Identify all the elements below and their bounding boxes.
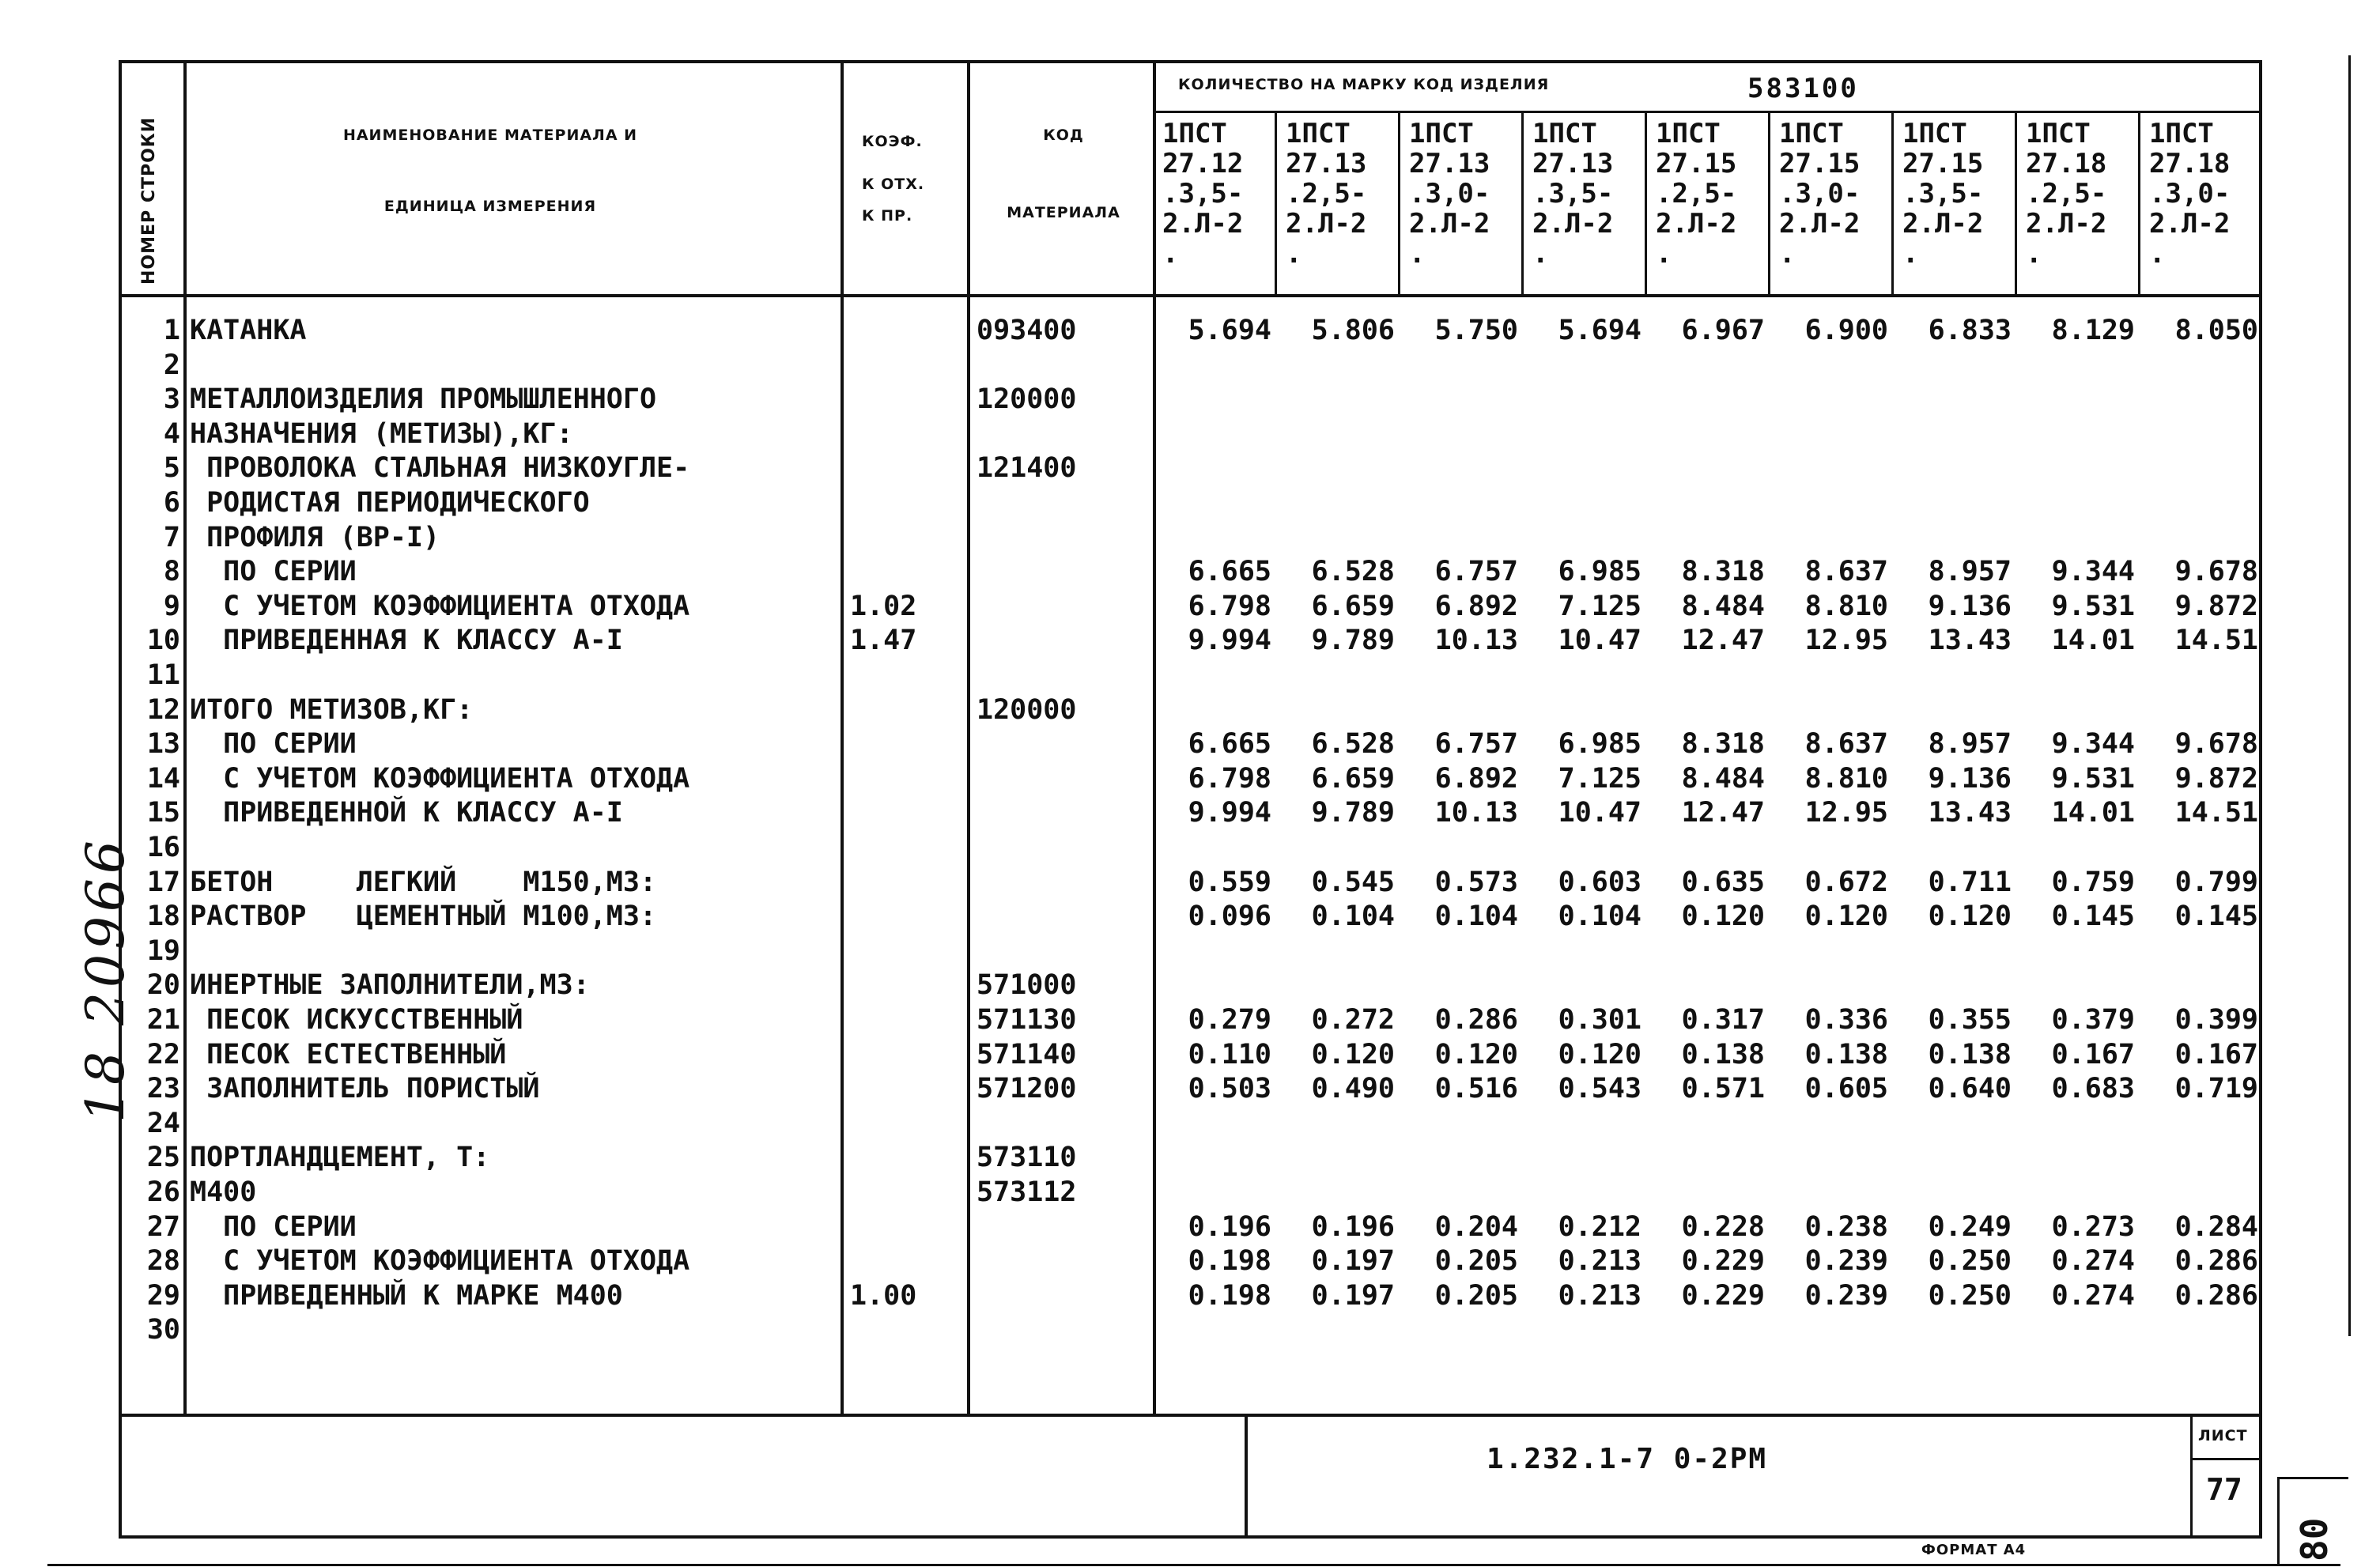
quantity-value: 0.110 (1188, 1039, 1271, 1070)
quantity-value: 6.659 (1311, 763, 1395, 795)
document-code: 1.232.1-7 0-2РМ (1487, 1443, 1768, 1475)
quantity-value: 0.120 (1558, 1039, 1641, 1070)
sheet-label: ЛИСТ (2198, 1427, 2248, 1444)
quantity-value: 0.672 (1804, 867, 1888, 898)
row-number: 6 (163, 487, 180, 519)
quantity-value: 0.205 (1434, 1280, 1518, 1312)
quantity-value: 6.833 (1928, 315, 2012, 346)
row-number: 3 (163, 383, 180, 415)
quantity-value: 6.985 (1558, 556, 1641, 587)
col-line-coef (967, 60, 970, 1415)
quantity-value: 0.503 (1188, 1073, 1271, 1104)
material-code: 093400 (977, 315, 1077, 346)
material-name: БЕТОН ЛЕГКИЙ М150,М3: (190, 867, 657, 898)
quantity-value: 0.145 (2051, 901, 2135, 932)
row-number: 8 (163, 556, 180, 587)
table-bottom-line (119, 1414, 2261, 1417)
quantity-value: 9.136 (1928, 591, 2012, 622)
quantity-value: 0.279 (1188, 1004, 1271, 1036)
handwritten-note: 18 20966 (75, 836, 136, 1123)
frame-right (2259, 60, 2262, 1539)
quantity-value: 0.605 (1804, 1073, 1888, 1104)
format-label: ФОРМАТ А4 (1921, 1542, 2027, 1558)
quantity-value: 6.665 (1188, 556, 1271, 587)
quantity-value: 8.050 (2174, 315, 2258, 346)
quantity-value: 6.892 (1434, 763, 1518, 795)
quantity-value: 0.120 (1434, 1039, 1518, 1070)
material-name: МЕТАЛЛОИЗДЕЛИЯ ПРОМЫШЛЕННОГО (190, 383, 657, 415)
quantity-value: 0.543 (1558, 1073, 1641, 1104)
material-code: 573110 (977, 1142, 1077, 1173)
row-number: 18 (146, 901, 180, 932)
quantity-value: 0.273 (2051, 1211, 2135, 1243)
quantity-value: 5.806 (1311, 315, 1395, 346)
quantity-value: 0.196 (1311, 1211, 1395, 1243)
row-number: 25 (146, 1142, 180, 1173)
quantity-value: 0.711 (1928, 867, 2012, 898)
quantity-value: 8.129 (2051, 315, 2135, 346)
quantity-value: 0.104 (1311, 901, 1395, 932)
material-name: РАСТВОР ЦЕМЕНТНЫЙ М100,М3: (190, 901, 657, 932)
quantity-value: 9.678 (2174, 556, 2258, 587)
material-name: РОДИСТАЯ ПЕРИОДИЧЕСКОГО (190, 487, 590, 519)
quantity-value: 9.872 (2174, 591, 2258, 622)
quantity-value: 0.284 (2174, 1211, 2258, 1243)
material-name: ПРИВЕДЕННЫЙ К МАРКЕ М400 (190, 1280, 623, 1312)
coef-header-3: К ПР. (862, 207, 913, 225)
column-header: 1ПСТ 27.15 .2,5- 2.Л-2 . (1656, 118, 1737, 270)
quantity-value: 10.13 (1434, 797, 1518, 829)
quantity-value: 10.47 (1558, 797, 1641, 829)
col-line-rownum (183, 60, 187, 1415)
quantity-value: 0.205 (1434, 1245, 1518, 1277)
quantity-value: 14.51 (2174, 797, 2258, 829)
column-header: 1ПСТ 27.13 .2,5- 2.Л-2 . (1286, 118, 1367, 270)
quantity-value: 8.637 (1804, 728, 1888, 760)
coefficient: 1.47 (850, 625, 917, 656)
quantity-value: 0.229 (1681, 1245, 1765, 1277)
quantity-value: 10.13 (1434, 625, 1518, 656)
quantity-value: 6.798 (1188, 591, 1271, 622)
material-name: ПО СЕРИИ (190, 1211, 357, 1243)
code-header-1: КОД (1043, 126, 1084, 144)
right-edge-rule (2348, 55, 2351, 1336)
quantity-value: 0.197 (1311, 1280, 1395, 1312)
quantity-value: 0.138 (1681, 1039, 1765, 1070)
quantity-value: 0.104 (1558, 901, 1641, 932)
quantity-value: 0.250 (1928, 1245, 2012, 1277)
quantity-value: 0.286 (2174, 1245, 2258, 1277)
coef-header-1: КОЭФ. (862, 133, 923, 150)
quantity-value: 0.490 (1311, 1073, 1395, 1104)
row-number: 17 (146, 867, 180, 898)
quantity-value: 9.531 (2051, 763, 2135, 795)
material-name-header-2: ЕДИНИЦА ИЗМЕРЕНИЯ (383, 198, 597, 215)
quantity-value: 7.125 (1558, 591, 1641, 622)
quantity-value: 8.484 (1681, 763, 1765, 795)
quantity-value: 8.957 (1928, 728, 2012, 760)
quantity-value: 0.635 (1681, 867, 1765, 898)
material-name: НАЗНАЧЕНИЯ (МЕТИЗЫ),КГ: (190, 418, 573, 450)
quantity-value: 0.516 (1434, 1073, 1518, 1104)
coefficient: 1.00 (850, 1280, 917, 1312)
material-name: ИНЕРТНЫЕ ЗАПОЛНИТЕЛИ,М3: (190, 969, 590, 1001)
material-code: 571000 (977, 969, 1077, 1001)
quantity-value: 0.250 (1928, 1280, 2012, 1312)
quantity-value: 0.104 (1434, 901, 1518, 932)
quantity-value: 0.167 (2051, 1039, 2135, 1070)
material-code: 121400 (977, 452, 1077, 484)
quantity-value: 0.196 (1188, 1211, 1271, 1243)
quantity-value: 0.379 (2051, 1004, 2135, 1036)
row-number: 14 (146, 763, 180, 795)
quantity-value: 0.274 (2051, 1280, 2135, 1312)
quantity-value: 0.198 (1188, 1280, 1271, 1312)
row-number: 27 (146, 1211, 180, 1243)
quantity-value: 6.985 (1558, 728, 1641, 760)
quantity-value: 0.204 (1434, 1211, 1518, 1243)
header-separator (119, 294, 2261, 297)
material-code: 573112 (977, 1176, 1077, 1208)
material-code: 571200 (977, 1073, 1077, 1104)
quantity-value: 0.198 (1188, 1245, 1271, 1277)
quantity-value: 0.799 (2174, 867, 2258, 898)
sheet-box-left (2190, 1414, 2193, 1539)
material-name-header-1: НАИМЕНОВАНИЕ МАТЕРИАЛА И (342, 126, 638, 144)
quantity-value: 0.167 (2174, 1039, 2258, 1070)
row-number: 29 (146, 1280, 180, 1312)
material-name: КАТАНКА (190, 315, 307, 346)
sheet-box-mid (2190, 1458, 2261, 1460)
quantity-value: 12.95 (1804, 625, 1888, 656)
row-number-header: НОМЕР СТРОКИ (139, 116, 159, 285)
quantity-value: 9.994 (1188, 625, 1271, 656)
quantity-value: 9.678 (2174, 728, 2258, 760)
row-number: 7 (163, 522, 180, 553)
quantity-value: 0.120 (1311, 1039, 1395, 1070)
row-number: 23 (146, 1073, 180, 1104)
quantity-value: 0.759 (2051, 867, 2135, 898)
quantity-value: 0.212 (1558, 1211, 1641, 1243)
quantity-value: 6.757 (1434, 556, 1518, 587)
quantity-value: 8.810 (1804, 763, 1888, 795)
quantity-header: КОЛИЧЕСТВО НА МАРКУ КОД ИЗДЕЛИЯ (1178, 76, 1550, 93)
quantity-value: 0.138 (1804, 1039, 1888, 1070)
material-name: ПЕСОК ИСКУССТВЕННЫЙ (190, 1004, 523, 1036)
material-name: ПО СЕРИИ (190, 556, 357, 587)
quantity-value: 7.125 (1558, 763, 1641, 795)
quantity-value: 8.957 (1928, 556, 2012, 587)
quantity-value: 0.145 (2174, 901, 2258, 932)
material-name: С УЧЕТОМ КОЭФФИЦИЕНТА ОТХОДА (190, 763, 690, 795)
row-number: 20 (146, 969, 180, 1001)
side-page-number: 80 (2293, 1517, 2336, 1561)
row-number: 19 (146, 935, 180, 967)
row-number: 10 (146, 625, 180, 656)
quantity-value: 0.274 (2051, 1245, 2135, 1277)
quantity-value: 0.197 (1311, 1245, 1395, 1277)
quantity-value: 0.096 (1188, 901, 1271, 932)
quantity-value: 0.603 (1558, 867, 1641, 898)
quantity-value: 0.138 (1928, 1039, 2012, 1070)
row-number: 5 (163, 452, 180, 484)
quantity-value: 9.789 (1311, 625, 1395, 656)
row-number: 30 (146, 1314, 180, 1346)
quantity-value: 0.120 (1681, 901, 1765, 932)
quantity-value: 0.228 (1681, 1211, 1765, 1243)
quantity-value: 0.229 (1681, 1280, 1765, 1312)
quantity-value: 0.213 (1558, 1280, 1641, 1312)
row-number: 11 (146, 659, 180, 691)
quantity-value: 14.01 (2051, 797, 2135, 829)
quantity-value: 9.136 (1928, 763, 2012, 795)
row-number: 22 (146, 1039, 180, 1070)
column-header: 1ПСТ 27.15 .3,5- 2.Л-2 . (1902, 118, 1984, 270)
row-number: 28 (146, 1245, 180, 1277)
quantity-value: 0.301 (1558, 1004, 1641, 1036)
material-name: ИТОГО МЕТИЗОВ,КГ: (190, 694, 474, 726)
quantity-value: 0.120 (1804, 901, 1888, 932)
quantity-value: 6.798 (1188, 763, 1271, 795)
row-number: 26 (146, 1176, 180, 1208)
quantity-value: 9.344 (2051, 728, 2135, 760)
quantity-value: 5.750 (1434, 315, 1518, 346)
quantity-value: 8.484 (1681, 591, 1765, 622)
quantity-value: 6.892 (1434, 591, 1518, 622)
quantity-value: 6.967 (1681, 315, 1765, 346)
quantity-value: 6.900 (1804, 315, 1888, 346)
side-box-top (2277, 1477, 2348, 1479)
material-name: ПРИВЕДЕННОЙ К КЛАССУ А-I (190, 797, 623, 829)
material-code: 120000 (977, 383, 1077, 415)
quantity-header-line (1153, 111, 2261, 113)
quantity-value: 0.573 (1434, 867, 1518, 898)
quantity-value: 0.545 (1311, 867, 1395, 898)
material-code: 571140 (977, 1039, 1077, 1070)
material-code: 120000 (977, 694, 1077, 726)
column-header: 1ПСТ 27.18 .3,0- 2.Л-2 . (2149, 118, 2231, 270)
column-header: 1ПСТ 27.15 .3,0- 2.Л-2 . (1779, 118, 1861, 270)
frame-top (119, 60, 2261, 63)
quantity-value: 0.213 (1558, 1245, 1641, 1277)
quantity-value: 0.719 (2174, 1073, 2258, 1104)
row-number: 4 (163, 418, 180, 450)
code-header-2: МАТЕРИАЛА (1007, 204, 1120, 221)
column-header: 1ПСТ 27.12 .3,5- 2.Л-2 . (1162, 118, 1244, 270)
quantity-value: 9.872 (2174, 763, 2258, 795)
quantity-value: 12.47 (1681, 797, 1765, 829)
quantity-value: 13.43 (1928, 625, 2012, 656)
row-number: 15 (146, 797, 180, 829)
quantity-value: 0.336 (1804, 1004, 1888, 1036)
quantity-value: 9.344 (2051, 556, 2135, 587)
column-header: 1ПСТ 27.13 .3,5- 2.Л-2 . (1532, 118, 1614, 270)
row-number: 9 (163, 591, 180, 622)
column-header: 1ПСТ 27.18 .2,5- 2.Л-2 . (2026, 118, 2107, 270)
material-code: 571130 (977, 1004, 1077, 1036)
quantity-value: 9.789 (1311, 797, 1395, 829)
row-number: 21 (146, 1004, 180, 1036)
frame-bottom (119, 1535, 2261, 1539)
quantity-value: 0.238 (1804, 1211, 1888, 1243)
quantity-value: 0.355 (1928, 1004, 2012, 1036)
quantity-value: 8.318 (1681, 556, 1765, 587)
quantity-value: 0.286 (1434, 1004, 1518, 1036)
quantity-value: 0.239 (1804, 1280, 1888, 1312)
page-bottom-rule (47, 1564, 2340, 1566)
quantity-value: 12.47 (1681, 625, 1765, 656)
material-name: ПОРТЛАНДЦЕМЕНТ, Т: (190, 1142, 490, 1173)
quantity-value: 0.239 (1804, 1245, 1888, 1277)
coef-header-2: К ОТХ. (862, 176, 925, 193)
quantity-value: 5.694 (1188, 315, 1271, 346)
material-name: С УЧЕТОМ КОЭФФИЦИЕНТА ОТХОДА (190, 1245, 690, 1277)
quantity-value: 14.01 (2051, 625, 2135, 656)
quantity-value: 13.43 (1928, 797, 2012, 829)
quantity-value: 0.571 (1681, 1073, 1765, 1104)
quantity-value: 14.51 (2174, 625, 2258, 656)
sheet-number: 77 (2206, 1472, 2242, 1507)
row-number: 12 (146, 694, 180, 726)
quantity-value: 8.318 (1681, 728, 1765, 760)
row-number: 13 (146, 728, 180, 760)
quantity-value: 0.559 (1188, 867, 1271, 898)
column-header: 1ПСТ 27.13 .3,0- 2.Л-2 . (1409, 118, 1490, 270)
material-name: ПО СЕРИИ (190, 728, 357, 760)
quantity-value: 6.528 (1311, 556, 1395, 587)
quantity-value: 0.640 (1928, 1073, 2012, 1104)
quantity-value: 9.531 (2051, 591, 2135, 622)
quantity-value: 0.399 (2174, 1004, 2258, 1036)
material-name: С УЧЕТОМ КОЭФФИЦИЕНТА ОТХОДА (190, 591, 690, 622)
product-code: 583100 (1747, 73, 1859, 104)
material-name: ЗАПОЛНИТЕЛЬ ПОРИСТЫЙ (190, 1073, 540, 1104)
material-name: ПРОФИЛЯ (ВР-I) (190, 522, 440, 553)
quantity-value: 0.317 (1681, 1004, 1765, 1036)
quantity-value: 8.810 (1804, 591, 1888, 622)
titleblock-divider (1245, 1414, 1248, 1539)
quantity-value: 0.249 (1928, 1211, 2012, 1243)
quantity-value: 10.47 (1558, 625, 1641, 656)
coefficient: 1.02 (850, 591, 917, 622)
quantity-value: 0.120 (1928, 901, 2012, 932)
row-number: 2 (163, 349, 180, 381)
side-box-left (2277, 1477, 2280, 1565)
row-number: 1 (163, 315, 180, 346)
quantity-value: 0.272 (1311, 1004, 1395, 1036)
quantity-value: 6.665 (1188, 728, 1271, 760)
quantity-value: 5.694 (1558, 315, 1641, 346)
quantity-value: 6.528 (1311, 728, 1395, 760)
quantity-value: 12.95 (1804, 797, 1888, 829)
material-name: М400 (190, 1176, 257, 1208)
quantity-value: 6.757 (1434, 728, 1518, 760)
quantity-value: 9.994 (1188, 797, 1271, 829)
quantity-value: 6.659 (1311, 591, 1395, 622)
quantity-value: 0.683 (2051, 1073, 2135, 1104)
material-name: ПЕСОК ЕСТЕСТВЕННЫЙ (190, 1039, 507, 1070)
row-number: 24 (146, 1108, 180, 1139)
material-name: ПРИВЕДЕННАЯ К КЛАССУ А-I (190, 625, 623, 656)
quantity-value: 0.286 (2174, 1280, 2258, 1312)
material-name: ПРОВОЛОКА СТАЛЬНАЯ НИЗКОУГЛЕ- (190, 452, 690, 484)
quantity-value: 8.637 (1804, 556, 1888, 587)
col-line-name (841, 60, 844, 1415)
row-number: 16 (146, 832, 180, 863)
